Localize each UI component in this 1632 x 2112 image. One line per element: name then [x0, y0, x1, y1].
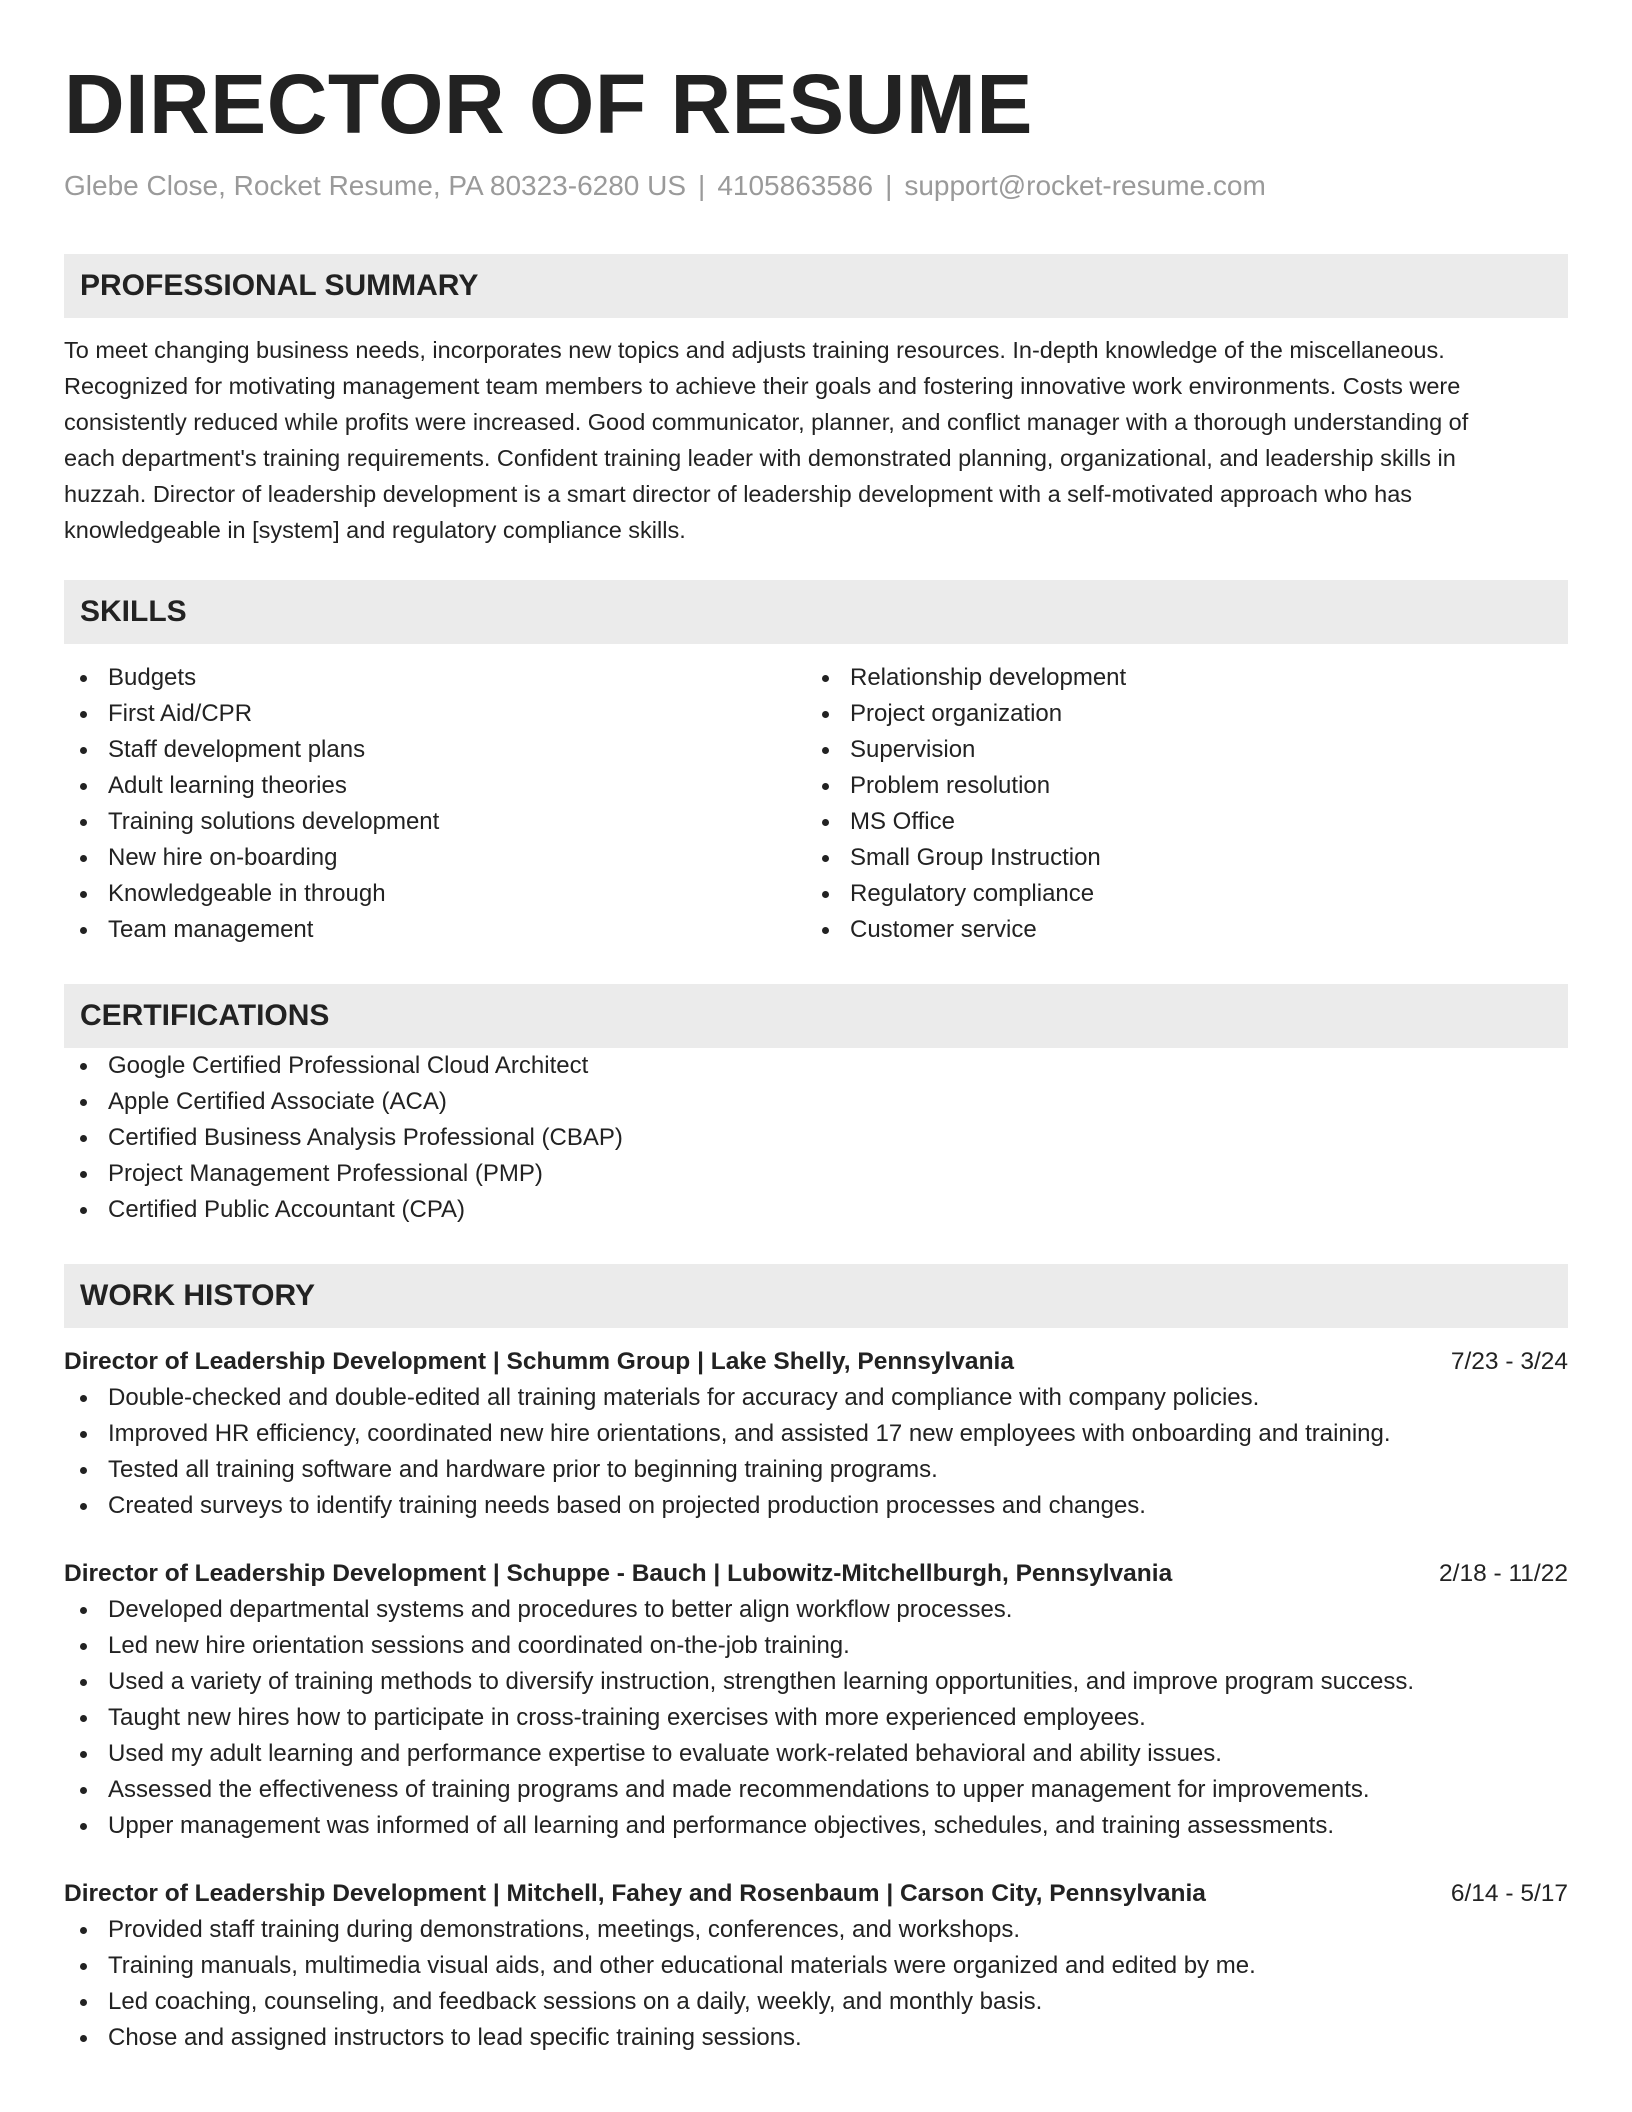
- skill-item: Supervision: [806, 732, 1548, 768]
- skill-item: Problem resolution: [806, 768, 1548, 804]
- job-title: Director of Leadership Development | Schumm Group | Lake Shelly, Pennsylvania: [64, 1348, 1014, 1375]
- job-entry: [64, 1556, 1568, 1844]
- job-bullet: Chose and assigned instructors to lead specific training sessions.: [64, 2020, 1568, 2056]
- job-header: [64, 1556, 1568, 1592]
- skill-item: Regulatory compliance: [806, 876, 1548, 912]
- certification-item: Certified Public Accountant (CPA): [64, 1192, 1568, 1228]
- section-heading-summary: PROFESSIONAL SUMMARY: [64, 254, 1568, 318]
- job-bullet: Used a variety of training methods to diversify instruction, strengthen learning opportunities, and improve program success.: [64, 1664, 1568, 1700]
- skill-item: New hire on-boarding: [64, 840, 806, 876]
- skill-item: Small Group Instruction: [806, 840, 1548, 876]
- job-header: [64, 1344, 1568, 1380]
- job-bullet: Upper management was informed of all learning and performance objectives, schedules, and training assessments.: [64, 1808, 1568, 1844]
- skills-column-left: [64, 660, 806, 948]
- job-bullet: Used my adult learning and performance expertise to evaluate work-related behavioral and ability issues.: [64, 1736, 1568, 1772]
- job-bullet: Led new hire orientation sessions and coordinated on-the-job training.: [64, 1628, 1568, 1664]
- certification-item: Project Management Professional (PMP): [64, 1156, 1568, 1192]
- certification-item: Google Certified Professional Cloud Architect: [64, 1048, 1568, 1084]
- summary-line: Recognized for motivating management team members to achieve their goals and fostering innovative work environments. Costs were: [64, 373, 1461, 399]
- job-bullet: Provided staff training during demonstrations, meetings, conferences, and workshops.: [64, 1912, 1568, 1948]
- job-bullet: Developed departmental systems and procedures to better align workflow processes.: [64, 1592, 1568, 1628]
- summary-paragraph: [64, 332, 1568, 548]
- job-dates: 6/14 - 5/17: [1450, 1880, 1568, 1907]
- job-bullet: Created surveys to identify training needs based on projected production processes and changes.: [64, 1488, 1568, 1524]
- skills-list: [64, 660, 1568, 948]
- job-dates: 7/23 - 3/24: [1450, 1348, 1568, 1375]
- contact-phone: 4105863586: [717, 170, 874, 201]
- job-title: Director of Leadership Development | Mitchell, Fahey and Rosenbaum | Carson City, Pennsylvania: [64, 1880, 1206, 1907]
- contact-email: support@rocket-resume.com: [904, 170, 1266, 201]
- job-bullets: [64, 1592, 1568, 1844]
- job-bullet: Double-checked and double-edited all training materials for accuracy and compliance with company policies.: [64, 1380, 1568, 1416]
- skill-item: Adult learning theories: [64, 768, 806, 804]
- skill-item: Project organization: [806, 696, 1548, 732]
- job-bullet: Tested all training software and hardware prior to beginning training programs.: [64, 1452, 1568, 1488]
- certification-item: Certified Business Analysis Professional (CBAP): [64, 1120, 1568, 1156]
- skill-item: Training solutions development: [64, 804, 806, 840]
- job-title: Director of Leadership Development | Schuppe - Bauch | Lubowitz-Mitchellburgh, Pennsylvania: [64, 1560, 1173, 1587]
- contact-address: Glebe Close, Rocket Resume, PA 80323-6280 US: [64, 170, 687, 201]
- summary-line: consistently reduced while profits were increased. Good communicator, planner, and conflict manager with a thorough understanding of: [64, 409, 1469, 435]
- skill-item: Customer service: [806, 912, 1548, 948]
- section-heading-work-history: WORK HISTORY: [64, 1264, 1568, 1328]
- job-header: [64, 1876, 1568, 1912]
- summary-line: To meet changing business needs, incorporates new topics and adjusts training resources. In-depth knowledge of the miscellaneous.: [64, 337, 1445, 363]
- contact-line: [64, 168, 1568, 204]
- job-bullet: Taught new hires how to participate in cross-training exercises with more experienced employees.: [64, 1700, 1568, 1736]
- resume-name: DIRECTOR OF RESUME: [64, 57, 1033, 151]
- skill-item: First Aid/CPR: [64, 696, 806, 732]
- certification-item: Apple Certified Associate (ACA): [64, 1084, 1568, 1120]
- skill-item: Team management: [64, 912, 806, 948]
- certifications-list: [64, 1048, 1568, 1228]
- skills-column-right: [806, 660, 1548, 948]
- skill-item: Relationship development: [806, 660, 1548, 696]
- contact-separator: |: [885, 170, 893, 201]
- job-entry: [64, 1344, 1568, 1524]
- skill-item: Budgets: [64, 660, 806, 696]
- job-bullets: [64, 1912, 1568, 2056]
- job-entry: [64, 1876, 1568, 2056]
- summary-line: knowledgeable in [system] and regulatory compliance skills.: [64, 517, 686, 543]
- resume-page: [64, 0, 1568, 2056]
- contact-separator: |: [698, 170, 706, 201]
- job-dates: 2/18 - 11/22: [1439, 1560, 1568, 1587]
- section-heading-skills: SKILLS: [64, 580, 1568, 644]
- job-bullets: [64, 1380, 1568, 1524]
- job-bullet: Improved HR efficiency, coordinated new hire orientations, and assisted 17 new employees with onboarding and training.: [64, 1416, 1568, 1452]
- skill-item: Staff development plans: [64, 732, 806, 768]
- job-bullet: Assessed the effectiveness of training programs and made recommendations to upper management for improvements.: [64, 1772, 1568, 1808]
- summary-line: each department's training requirements. Confident training leader with demonstrated planning, organizational, and leadership skills in: [64, 445, 1456, 471]
- section-heading-certifications: CERTIFICATIONS: [64, 984, 1568, 1048]
- job-bullet: Led coaching, counseling, and feedback sessions on a daily, weekly, and monthly basis.: [64, 1984, 1568, 2020]
- skill-item: MS Office: [806, 804, 1548, 840]
- job-bullet: Training manuals, multimedia visual aids, and other educational materials were organized and edited by me.: [64, 1948, 1568, 1984]
- summary-line: huzzah. Director of leadership development is a smart director of leadership development with a self-motivated approach who has: [64, 481, 1413, 507]
- skill-item: Knowledgeable in through: [64, 876, 806, 912]
